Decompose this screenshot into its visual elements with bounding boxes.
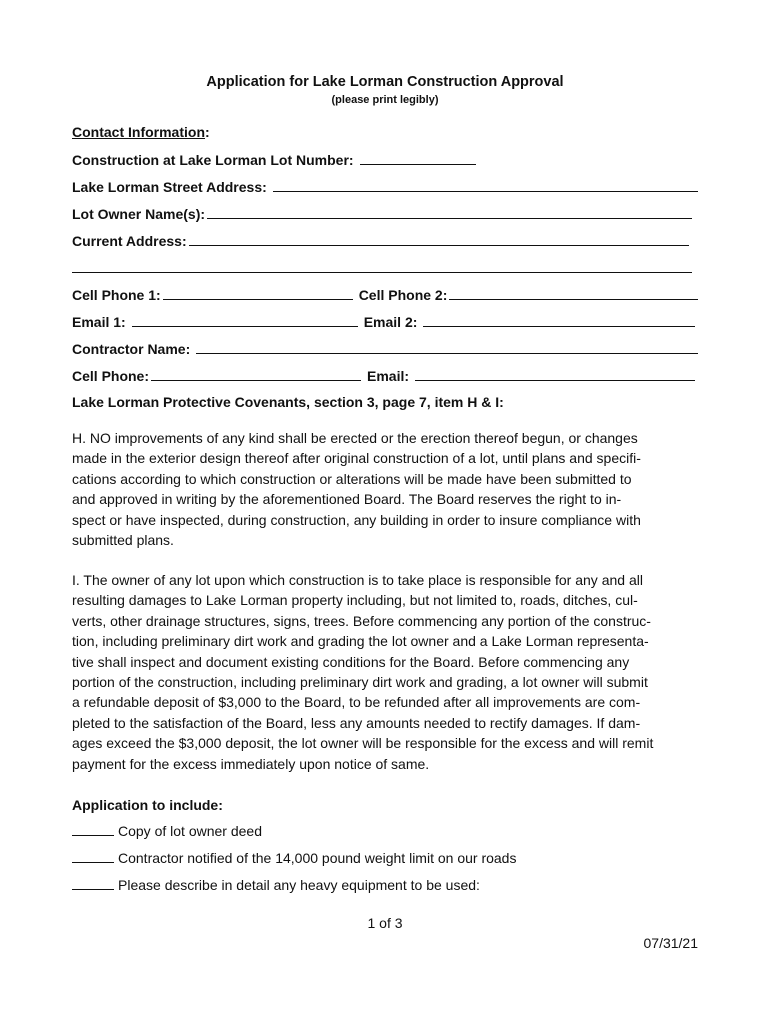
current-address-line-2 [72, 256, 692, 276]
paragraph-line: made in the exterior design thereof after original construction of a lot, until plans and specifi- [72, 450, 641, 467]
street-address-field[interactable] [273, 191, 698, 192]
paragraph-line: tion, including preliminary dirt work and grading the lot owner and a Lake Lorman representa- [72, 633, 649, 650]
paragraph-line: spect or have inspected, during construction, any building in order to insure compliance with [72, 511, 641, 528]
document-title: Application for Lake Lorman Construction Approval [206, 74, 564, 90]
cell-phone-1-label: Cell Phone 1: [72, 287, 161, 303]
lot-number-field[interactable] [360, 164, 476, 165]
email-1-label: Email 1: [72, 314, 126, 330]
contractor-email-field[interactable] [415, 380, 695, 381]
contractor-contact-row [72, 364, 695, 384]
contractor-email-label: Email: [367, 368, 410, 384]
email-row [72, 310, 695, 330]
cell-phone-2-label: Cell Phone 2: [358, 287, 448, 303]
checklist-label: Contractor notified of the 14,000 pound weight limit on our roads [118, 850, 517, 866]
paragraph-line: I. The owner of any lot upon which construction is to take place is responsible for any and all [72, 572, 643, 588]
paragraph-line: H. NO improvements of any kind shall be erected or the erection thereof begun, or changes [72, 430, 638, 446]
email-1-field[interactable] [132, 326, 358, 327]
contractor-name-row [72, 337, 698, 357]
contact-heading-colon: : [205, 124, 210, 140]
application-heading: Application to include: [72, 797, 223, 813]
current-address-label: Current Address: [72, 233, 187, 249]
covenant-item-h [72, 428, 700, 550]
page-number: 1 of 3 [367, 915, 403, 931]
covenant-item-i [72, 570, 700, 774]
paragraph-line: cations according to which construction or alterations will be made have been submitted to [72, 470, 632, 487]
email-2-field[interactable] [423, 326, 695, 327]
owner-names-row [72, 202, 692, 222]
checklist-label: Please describe in detail any heavy equipment to be used: [118, 877, 480, 893]
contractor-name-field[interactable] [196, 353, 698, 354]
street-address-row [72, 175, 698, 195]
checklist-blank[interactable] [72, 889, 114, 890]
current-address-row [72, 229, 689, 249]
paragraph-line: submitted plans. [72, 532, 174, 549]
owner-names-field[interactable] [207, 218, 692, 219]
paragraph-line: resulting damages to Lake Lorman property including, but not limited to, roads, ditches, cul- [72, 592, 638, 609]
cell-phone-1-field[interactable] [163, 299, 353, 300]
checklist-item-heavy-equipment [72, 877, 480, 893]
contact-heading-text: Contact Information [72, 124, 205, 140]
current-address-field[interactable] [189, 245, 689, 246]
contact-heading [72, 124, 210, 140]
paragraph-line: portion of the construction, including preliminary dirt work and grading, a lot owner will submit [72, 674, 648, 691]
checklist-label: Copy of lot owner deed [118, 823, 262, 839]
covenants-heading: Lake Lorman Protective Covenants, section 3, page 7, item H & I: [72, 394, 504, 410]
lot-number-label: Construction at Lake Lorman Lot Number: [72, 152, 354, 168]
checklist-item-deed [72, 823, 262, 839]
paragraph-line: verts, other drainage structures, signs, trees. Before commencing any portion of the construc- [72, 612, 651, 629]
paragraph-line: payment for the excess immediately upon notice of same. [72, 755, 430, 772]
paragraph-line: tive shall inspect and document existing conditions for the Board. Before commencing any [72, 653, 630, 670]
checklist-blank[interactable] [72, 835, 114, 836]
email-2-label: Email 2: [363, 314, 418, 330]
document-subtitle: (please print legibly) [331, 94, 439, 106]
current-address-field-2[interactable] [72, 272, 692, 273]
cell-phone-2-field[interactable] [449, 299, 698, 300]
paragraph-line: and approved in writing by the aforementioned Board. The Board reserves the right to in- [72, 491, 622, 508]
lot-number-row [72, 148, 698, 168]
revision-date: 07/31/21 [643, 935, 698, 951]
street-address-label: Lake Lorman Street Address: [72, 179, 267, 195]
paragraph-line: pleted to the satisfaction of the Board, less any amounts needed to rectify damages. If dam- [72, 714, 641, 731]
cell-phone-row [72, 283, 698, 303]
paragraph-line: ages exceed the $3,000 deposit, the lot owner will be responsible for the excess and will remit [72, 735, 654, 752]
checklist-blank[interactable] [72, 862, 114, 863]
contractor-cell-field[interactable] [151, 380, 361, 381]
contractor-cell-label: Cell Phone: [72, 368, 150, 384]
owner-names-label: Lot Owner Name(s): [72, 206, 206, 222]
paragraph-line: a refundable deposit of $3,000 to the Board, to be refunded after all improvements are com- [72, 694, 641, 711]
checklist-item-weight-limit [72, 850, 516, 866]
contractor-name-label: Contractor Name: [72, 341, 191, 357]
